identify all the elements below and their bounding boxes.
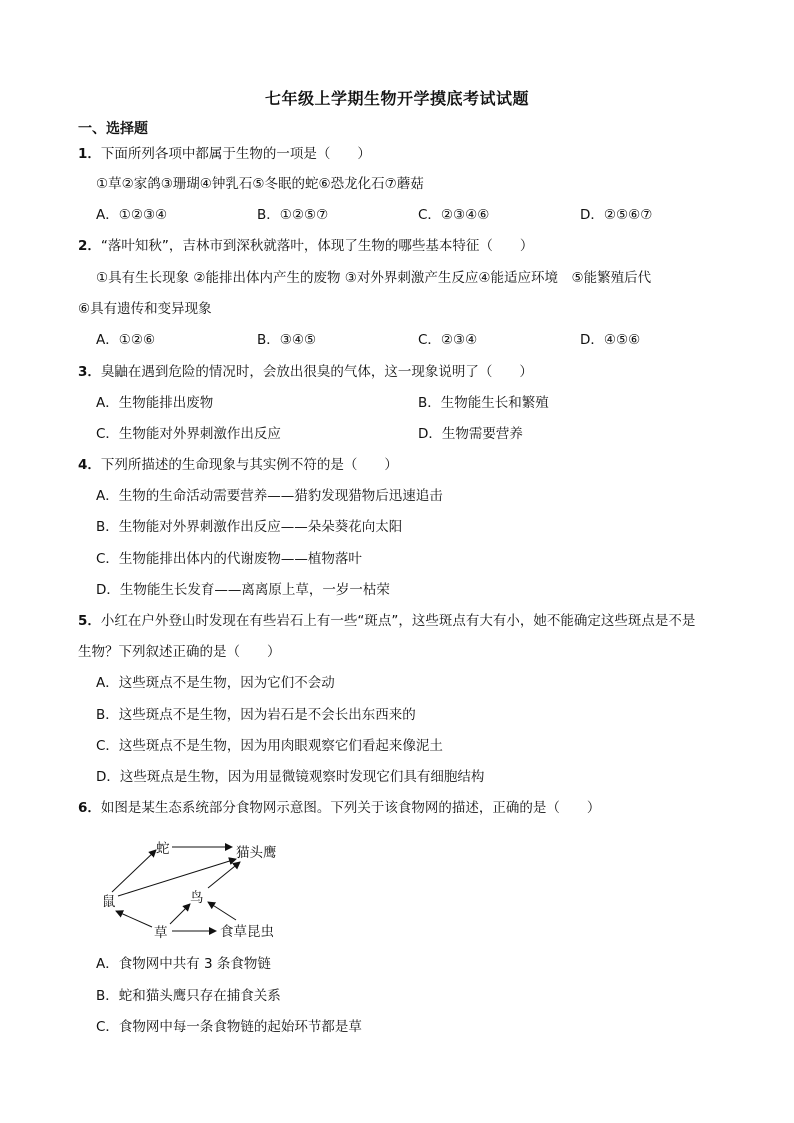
question-3-text: 臭鼬在遇到危险的情况时，会放出很臭的气体，这一现象说明了（ ） [100, 364, 533, 380]
question-3-option-c[interactable]: C．生物能对外界刺激作出反应 [96, 426, 281, 442]
question-5-option-d[interactable]: D．这些斑点是生物，因为用显微镜观察时发现它们具有细胞结构 [96, 769, 485, 785]
question-1-option-c[interactable]: C．②③④⑥ [418, 207, 490, 223]
arrow-mouse-owl [118, 859, 236, 896]
node-bird: 鸟 [190, 890, 204, 906]
question-4-text: 下列所描述的生命现象与其实例不符的是（ ） [100, 457, 398, 473]
node-mouse: 鼠 [102, 894, 116, 910]
arrow-grass-mouse [116, 911, 152, 927]
question-5-text-1: 小红在户外登山时发现在有些岩石上有一些“斑点”，这些斑点有大有小，她不能确定这些斑点是不是 [100, 613, 696, 629]
question-4-stem [78, 455, 398, 475]
question-5-number: 5． [78, 613, 101, 629]
question-3-option-d[interactable]: D．生物需要营养 [418, 426, 523, 442]
question-2-list-line-1: ①具有生长现象 ②能排出体内产生的废物 ③对外界刺激产生反应④能适应环境 ⑤能繁殖后代 [96, 270, 652, 286]
arrow-insect-bird [208, 902, 236, 920]
question-6-text: 如图是某生态系统部分食物网示意图。下列关于该食物网的描述，正确的是（ ） [100, 800, 601, 816]
question-2-stem [78, 236, 533, 256]
question-1-option-d[interactable]: D．②⑤⑥⑦ [580, 207, 653, 223]
question-1-option-a[interactable]: A．①②③④ [96, 207, 168, 223]
question-2-number: 2． [78, 238, 101, 254]
node-owl: 猫头鹰 [236, 845, 277, 861]
question-4-option-d[interactable]: D．生物能生长发育——离离原上草，一岁一枯荣 [96, 582, 390, 598]
food-web-diagram [96, 830, 316, 950]
question-1-text: 下面所列各项中都属于生物的一项是（ ） [100, 146, 371, 162]
question-1-list: ①草②家鸽③珊瑚④钟乳石⑤冬眠的蛇⑥恐龙化石⑦蘑菇 [96, 176, 424, 192]
section-heading: 一、选择题 [78, 121, 148, 137]
node-insect: 食草昆虫 [220, 924, 274, 940]
question-2-option-c[interactable]: C．②③④ [418, 332, 478, 348]
question-5-option-c[interactable]: C．这些斑点不是生物，因为用肉眼观察它们看起来像泥土 [96, 738, 443, 754]
question-6-option-c[interactable]: C．食物网中每一条食物链的起始环节都是草 [96, 1019, 362, 1035]
question-3-stem [78, 362, 533, 382]
question-6-option-b[interactable]: B．蛇和猫头鹰只存在捕食关系 [96, 988, 281, 1004]
question-2-option-d[interactable]: D．④⑤⑥ [580, 332, 641, 348]
question-5-stem-line-1 [78, 611, 695, 631]
question-5-option-a[interactable]: A．这些斑点不是生物，因为它们不会动 [96, 675, 335, 691]
question-3-option-b[interactable]: B．生物能生长和繁殖 [418, 395, 549, 411]
question-6-option-a[interactable]: A．食物网中共有 3 条食物链 [96, 956, 271, 972]
question-2-list-line-2: ⑥具有遗传和变异现象 [78, 301, 212, 317]
node-snake: 蛇 [156, 841, 170, 857]
question-4-number: 4． [78, 457, 101, 473]
question-3-option-a[interactable]: A．生物能排出废物 [96, 395, 214, 411]
question-6-stem [78, 798, 600, 818]
question-1-option-b[interactable]: B．①②⑤⑦ [257, 207, 329, 223]
question-2-option-a[interactable]: A．①②⑥ [96, 332, 156, 348]
node-grass: 草 [154, 925, 168, 941]
question-4-option-a[interactable]: A．生物的生命活动需要营养——猎豹发现猎物后迅速追击 [96, 488, 443, 504]
question-6-number: 6． [78, 800, 101, 816]
question-3-number: 3． [78, 364, 101, 380]
question-5-stem-line-2: 生物？下列叙述正确的是（ ） [78, 644, 281, 660]
arrow-grass-bird [170, 904, 190, 924]
question-2-text: “落叶知秋”，吉林市到深秋就落叶，体现了生物的哪些基本特征（ ） [100, 238, 534, 254]
page-title: 七年级上学期生物开学摸底考试试题 [264, 89, 529, 108]
question-4-option-c[interactable]: C．生物能排出体内的代谢废物——植物落叶 [96, 551, 362, 567]
question-1-number: 1． [78, 146, 101, 162]
question-5-option-b[interactable]: B．这些斑点不是生物，因为岩石是不会长出东西来的 [96, 707, 416, 723]
question-2-option-b[interactable]: B．③④⑤ [257, 332, 317, 348]
question-1-stem [78, 144, 371, 164]
question-4-option-b[interactable]: B．生物能对外界刺激作出反应——朵朵葵花向太阳 [96, 519, 403, 535]
